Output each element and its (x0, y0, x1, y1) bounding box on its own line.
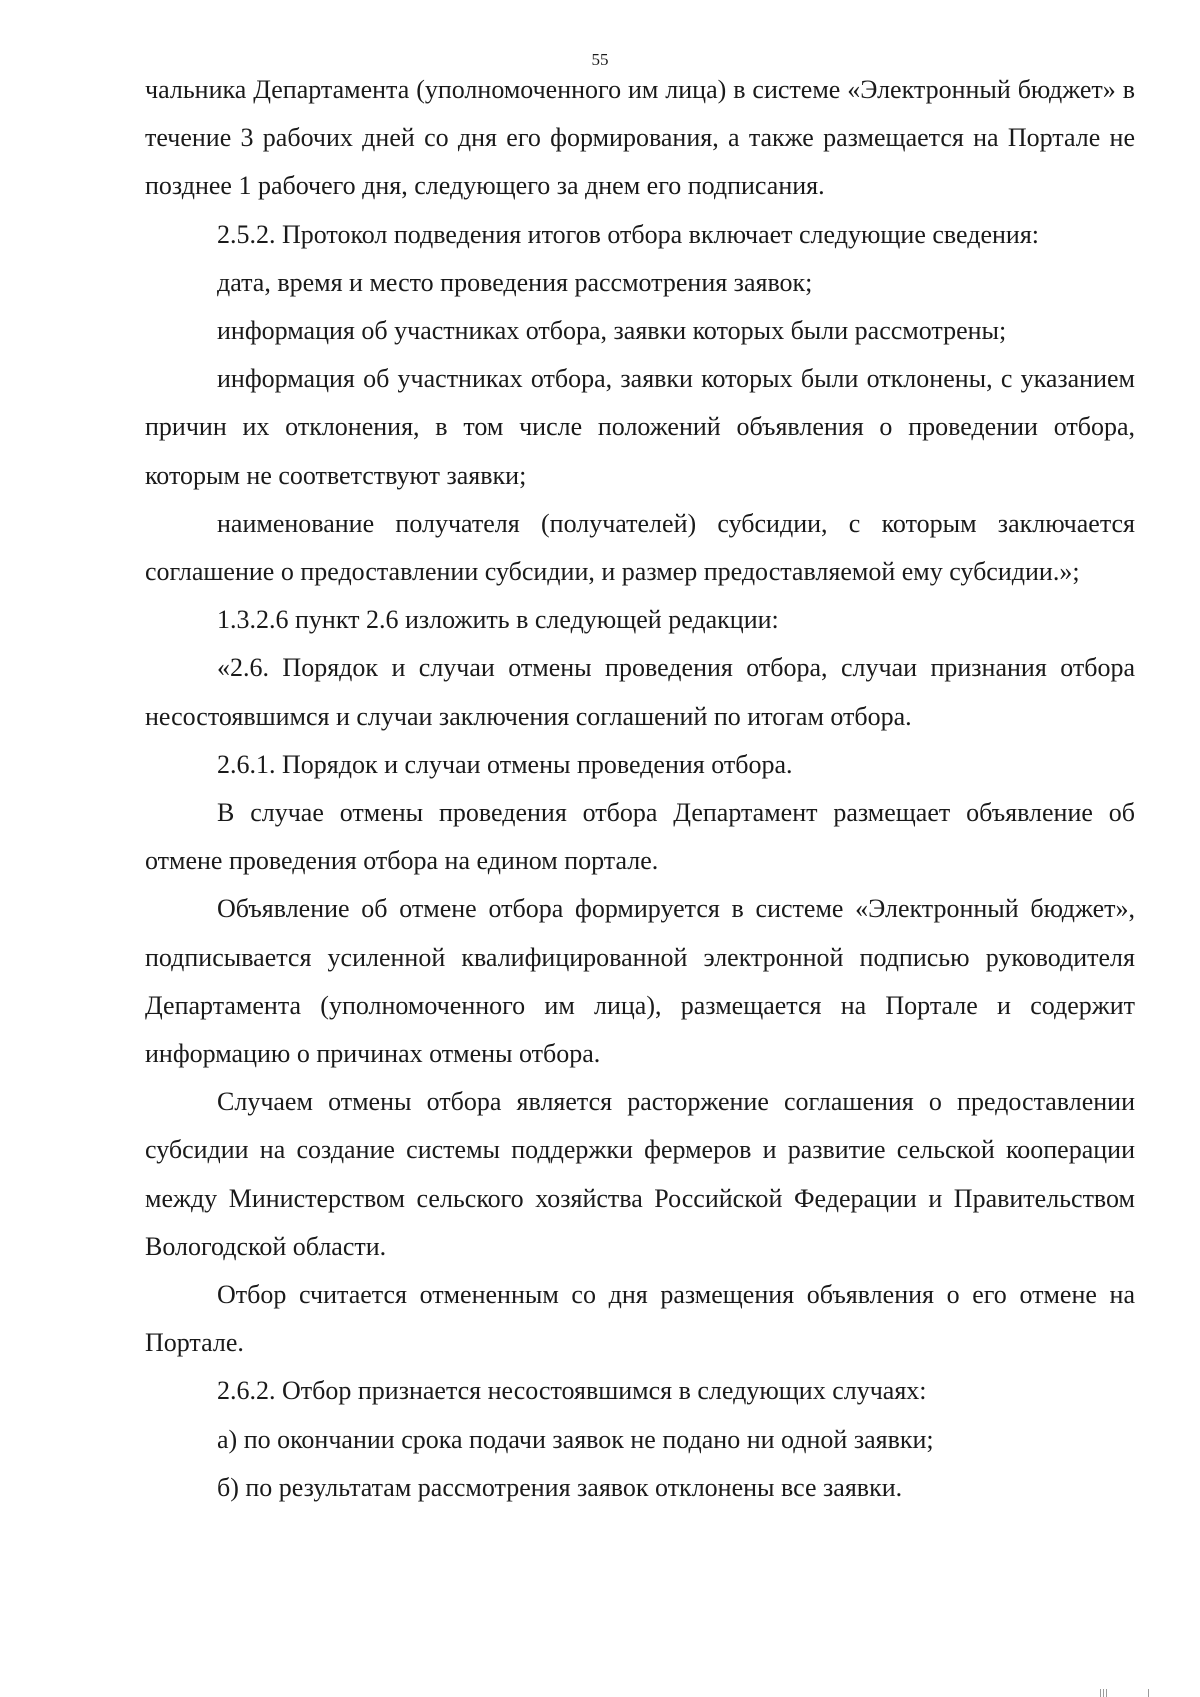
paragraph: чальника Департамента (уполномоченного им лица) в системе «Электронный бюджет» в течение 3 рабочих дней со дня его формирования, а также размещается на Портале не позднее 1 рабочего дня, следующего за днем его подписания. (145, 75, 1135, 201)
paragraph: 1.3.2.6 пункт 2.6 изложить в следующей редакции: (217, 605, 779, 635)
page-number: 55 (591, 50, 609, 69)
paragraph: 2.6.2. Отбор признается несостоявшимся в следующих случаях: (217, 1376, 927, 1406)
paragraph: наименование получателя (получателей) субсидии, с которым заключается соглашение о предоставлении субсидии, и размер предоставляемой ему субсидии.»; (145, 508, 1135, 587)
paragraph: а) по окончании срока подачи заявок не подано ни одной заявки; (217, 1424, 934, 1454)
document-body (145, 66, 1135, 1512)
paragraph: 2.5.2. Протокол подведения итогов отбора включает следующие сведения: (217, 219, 1039, 249)
paragraph: информация об участниках отбора, заявки которых были рассмотрены; (217, 316, 1007, 346)
paragraph: «2.6. Порядок и случаи отмены проведения отбора, случаи признания отбора несостоявшимся и случаи заключения соглашений по итогам отбора. (145, 653, 1135, 731)
paragraph: дата, время и место проведения рассмотрения заявок; (217, 267, 813, 297)
paragraph: 2.6.1. Порядок и случаи отмены проведения отбора. (217, 749, 793, 779)
paragraph: Случаем отмены отбора является расторжение соглашения о предоставлении субсидии на создание системы поддержки фермеров и развитие сельской кооперации между Министерством сельского хозяйства Российской Федерации и Правительством Вологодской области. (145, 1087, 1135, 1261)
paragraph: б) по результатам рассмотрения заявок отклонены все заявки. (217, 1472, 903, 1502)
scan-artifact (1096, 1689, 1156, 1697)
paragraph: В случае отмены проведения отбора Департамент размещает объявление об отмене проведения отбора на едином портале. (145, 798, 1135, 876)
paragraph: Отбор считается отмененным со дня размещения объявления о его отмене на Портале. (145, 1280, 1135, 1358)
paragraph: информация об участниках отбора, заявки которых были отклонены, с указанием причин их отклонения, в том числе положений объявления о проведении отбора, которым не соответствуют заявки; (145, 364, 1135, 490)
paragraph: Объявление об отмене отбора формируется в системе «Электронный бюджет», подписывается усиленной квалифицированной электронной подписью руководителя Департамента (уполномоченного им лица), размещается на Портале и содержит информацию о причинах отмены отбора. (145, 894, 1135, 1069)
